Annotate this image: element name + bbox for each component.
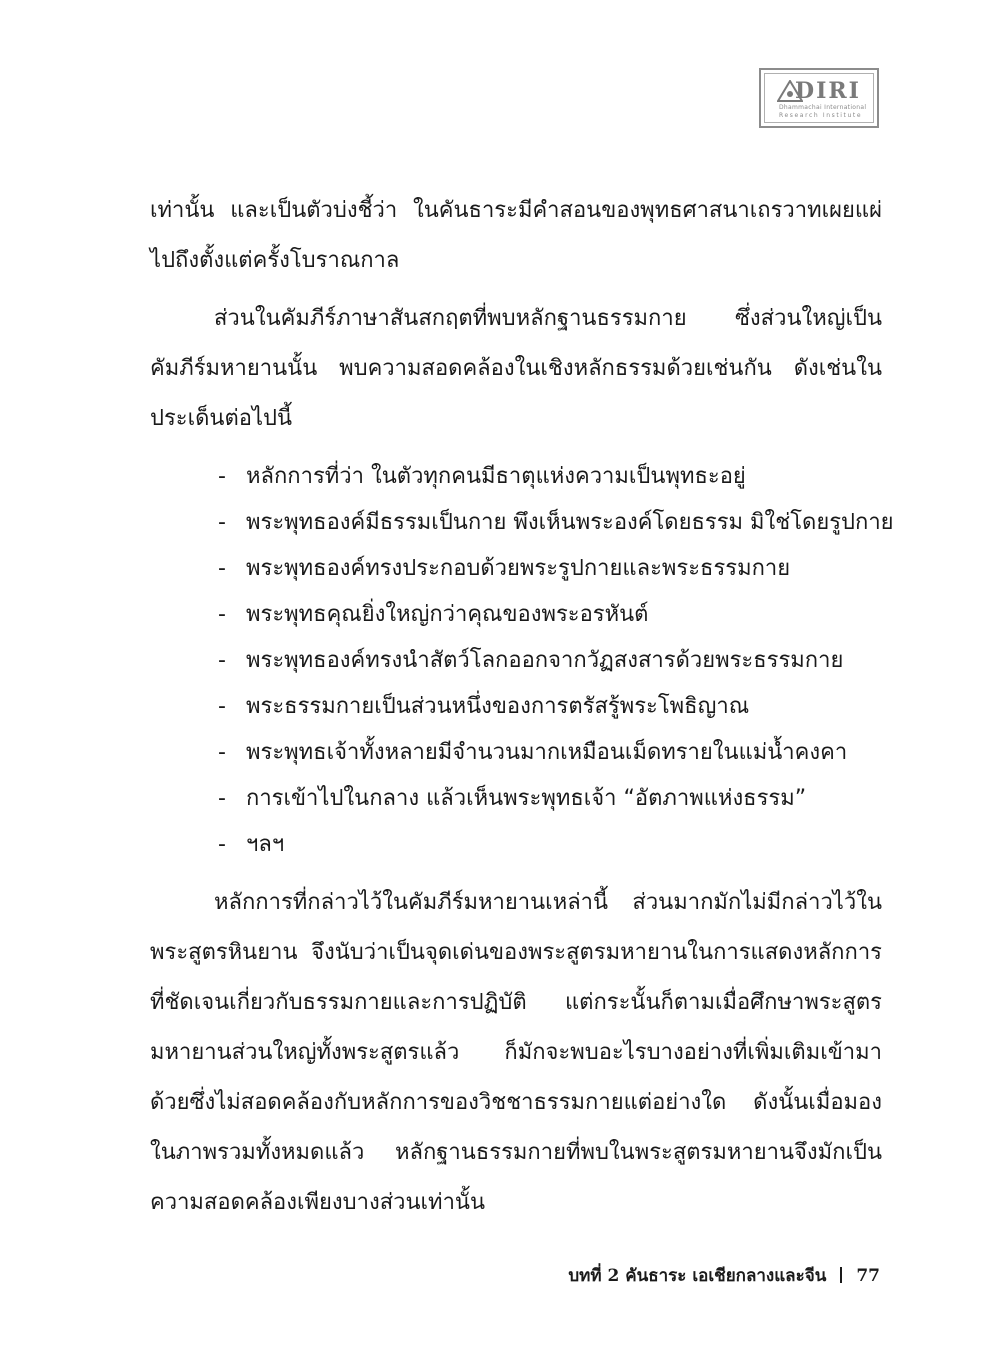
footer-divider xyxy=(840,1267,842,1283)
page-body xyxy=(150,186,894,1228)
paragraph-1: เท่านั้น และเป็นตัวบ่งชี้ว่า ในคันธาระมีคำสอนของพุทธศาสนาเถรวาทเผยแผ่ไปถึงตั้งแต่ครั้งโบราณกาล xyxy=(150,198,882,273)
list-item-text: พระพุทธองค์ทรงนำสัตว์โลกออกจากวัฏสงสารด้วยพระธรรมกาย xyxy=(246,648,844,673)
list-item xyxy=(150,454,882,500)
list-item xyxy=(150,776,882,822)
list-item-text: พระพุทธคุณยิ่งใหญ่กว่าคุณของพระอรหันต์ xyxy=(246,602,649,627)
bullet-dash: - xyxy=(218,602,226,627)
list-item-text: พระธรรมกายเป็นส่วนหนึ่งของการตรัสรู้พระโพธิญาณ xyxy=(246,694,750,719)
list-item xyxy=(150,684,882,730)
list-item xyxy=(150,546,882,592)
bullet-dash: - xyxy=(218,556,226,581)
logo-subtitle-line1: Dhammachai International xyxy=(779,104,867,111)
list-item-text: หลักการที่ว่า ในตัวทุกคนมีธาตุแห่งความเป็นพุทธะอยู่ xyxy=(246,464,746,489)
page-number: 77 xyxy=(856,1266,880,1286)
bullet-dash: - xyxy=(218,648,226,673)
list-item-text: การเข้าไปในกลาง แล้วเห็นพระพุทธเจ้า “อัตภาพแห่งธรรม” xyxy=(246,786,807,811)
list-item xyxy=(150,730,882,776)
list-item xyxy=(150,822,882,868)
list-item-text: พระพุทธองค์มีธรรมเป็นกาย พึงเห็นพระองค์โดยธรรม มิใช่โดยรูปกาย xyxy=(246,510,894,535)
list-item xyxy=(150,592,882,638)
paragraph-2: ส่วนในคัมภีร์ภาษาสันสกฤตที่พบหลักฐานธรรมกาย ซึ่งส่วนใหญ่เป็นคัมภีร์มหายานนั้น พบความสอดคล้องในเชิงหลักธรรมด้วยเช่นกัน ดังเช่นในประเด็นต่อไปนี้ xyxy=(150,306,882,431)
list-item xyxy=(150,500,894,546)
list-item-text: พระพุทธองค์ทรงประกอบด้วยพระรูปกายและพระธรรมกาย xyxy=(246,556,791,581)
list-item-text: พระพุทธเจ้าทั้งหลายมีจำนวนมากเหมือนเม็ดทรายในแม่น้ำคงคา xyxy=(246,740,848,765)
bullet-dash: - xyxy=(218,740,226,765)
paragraph-3: หลักการที่กล่าวไว้ในคัมภีร์มหายานเหล่านี้ ส่วนมากมักไม่มีกล่าวไว้ในพระสูตรหินยาน จึงนับว่าเป็นจุดเด่นของพระสูตรมหายานในการแสดงหลักการที่ชัดเจนเกี่ยวกับธรรมกายและการปฏิบัติ แต่กระนั้นก็ตามเมื่อศึกษาพระสูตรมหายานส่วนใหญ่ทั้งพระสูตรแล้ว ก็มักจะพบอะไรบางอย่างที่เพิ่มเติมเข้ามาด้วยซึ่งไม่สอดคล้องกับหลักการของวิชชาธรรมกายแต่อย่างใด ดังนั้นเมื่อมองในภาพรวมทั้งหมดแล้ว หลักฐานธรรมกายที่พบในพระสูตรมหายานจึงมักเป็นความสอดคล้องเพียงบางส่วนเท่านั้น xyxy=(150,890,882,1215)
bullet-dash: - xyxy=(218,464,226,489)
bullet-dash: - xyxy=(218,694,226,719)
page-footer xyxy=(568,1262,880,1289)
list-item-text: ฯลฯ xyxy=(246,832,285,857)
bullet-list xyxy=(150,454,894,868)
bullet-dash: - xyxy=(218,510,226,535)
chapter-title: บทที่ 2 คันธาระ เอเชียกลางและจีน xyxy=(568,1266,827,1286)
list-item xyxy=(150,638,882,684)
bullet-dash: - xyxy=(218,832,226,857)
logo-subtitle-line2: Research Institute xyxy=(779,112,863,119)
diri-logo xyxy=(759,68,879,128)
logo-wordmark: DIRI xyxy=(795,78,861,104)
bullet-dash: - xyxy=(218,786,226,811)
